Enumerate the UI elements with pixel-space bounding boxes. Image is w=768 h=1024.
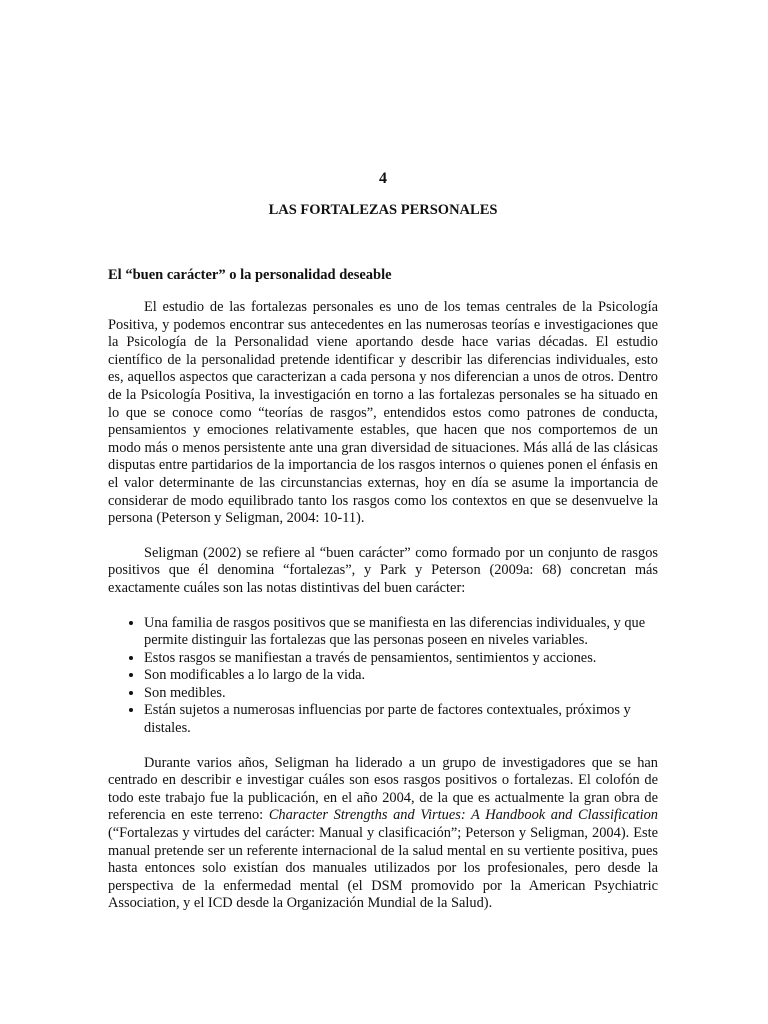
paragraph-2: Seligman (2002) se refiere al “buen carácter” como formado por un conjunto de rasgos positivos que él denomina “fortalezas”, y Park y Peterson (2009a: 68) concretan más exactamente cuáles son las notas distintivas del buen carácter: (108, 544, 658, 596)
paragraph-3 (108, 755, 658, 913)
bullet-list (108, 615, 658, 738)
list-item: • Una familia de rasgos positivos que se manifiesta en las diferencias individuales, y que permite distinguir las fortalezas que las personas poseen en niveles variables. (144, 615, 658, 650)
chapter-title: LAS FORTALEZAS PERSONALES (268, 202, 498, 218)
list-item: • Son modificables a lo largo de la vida. (144, 667, 658, 685)
list-item: • Son medibles. (144, 685, 658, 703)
chapter-number: 4 (379, 170, 387, 187)
book-title: Character Strengths and Virtues: A Handbook and Classification (268, 807, 658, 824)
paragraph-3-text-after: (“Fortalezas y virtudes del carácter: Manual y clasificación”; Peterson y Seligman, 2004). Este manual pretende ser un referente internacional de la salud mental en su vertiente positiva, pues hasta entonces solo existían dos manuales utilizados por los profesionales, pero desde la perspectiva de la enfermedad mental (el DSM promovido por la American Psychiatric Association, y el ICD desde la Organización Mundial de la Salud). (108, 825, 658, 912)
document-page (108, 170, 658, 930)
paragraph-3-text-before: Durante varios años, Seligman ha liderado a un grupo de investigadores que se han centrado en describir e investigar cuáles son esos rasgos positivos o fortalezas. El colofón de todo este trabajo fue la publicación, en el año 2004, de la que es actualmente la gran obra de referencia en este terreno: (108, 754, 658, 824)
paragraph-1: El estudio de las fortalezas personales es uno de los temas centrales de la Psicología Positiva, y podemos encontrar sus antecedentes en las numerosas teorías e investigaciones que la Psicología de la Personalidad viene aportando desde hace varias décadas. El estudio científico de la personalidad pretende identificar y describir las diferencias individuales, esto es, aquellos aspectos que caracterizan a cada persona y nos diferencian a unos de otros. Dentro de la Psicología Positiva, la investigación en torno a las fortalezas personales se ha situado en lo que se conoce como “teorías de rasgos”, entendidos estos como patrones de conducta, pensamientos y emociones relativamente estables, que hacen que nos comportemos de un modo más o menos persistente ante una gran diversidad de situaciones. Más allá de las clásicas disputas entre partidarios de la importancia de los rasgos internos o quienes ponen el énfasis en el valor determinante de las circunstancias externas, hoy en día se asume la importancia de considerar de modo equilibrado tanto los rasgos como los contextos en que se desenvuelve la persona (Peterson y Seligman, 2004: 10-11). (108, 299, 658, 527)
list-item: • Estos rasgos se manifiestan a través de pensamientos, sentimientos y acciones. (144, 650, 658, 668)
list-item: • Están sujetos a numerosas influencias por parte de factores contextuales, próximos y distales. (144, 702, 658, 737)
section-heading: El “buen carácter” o la personalidad deseable (108, 267, 392, 283)
